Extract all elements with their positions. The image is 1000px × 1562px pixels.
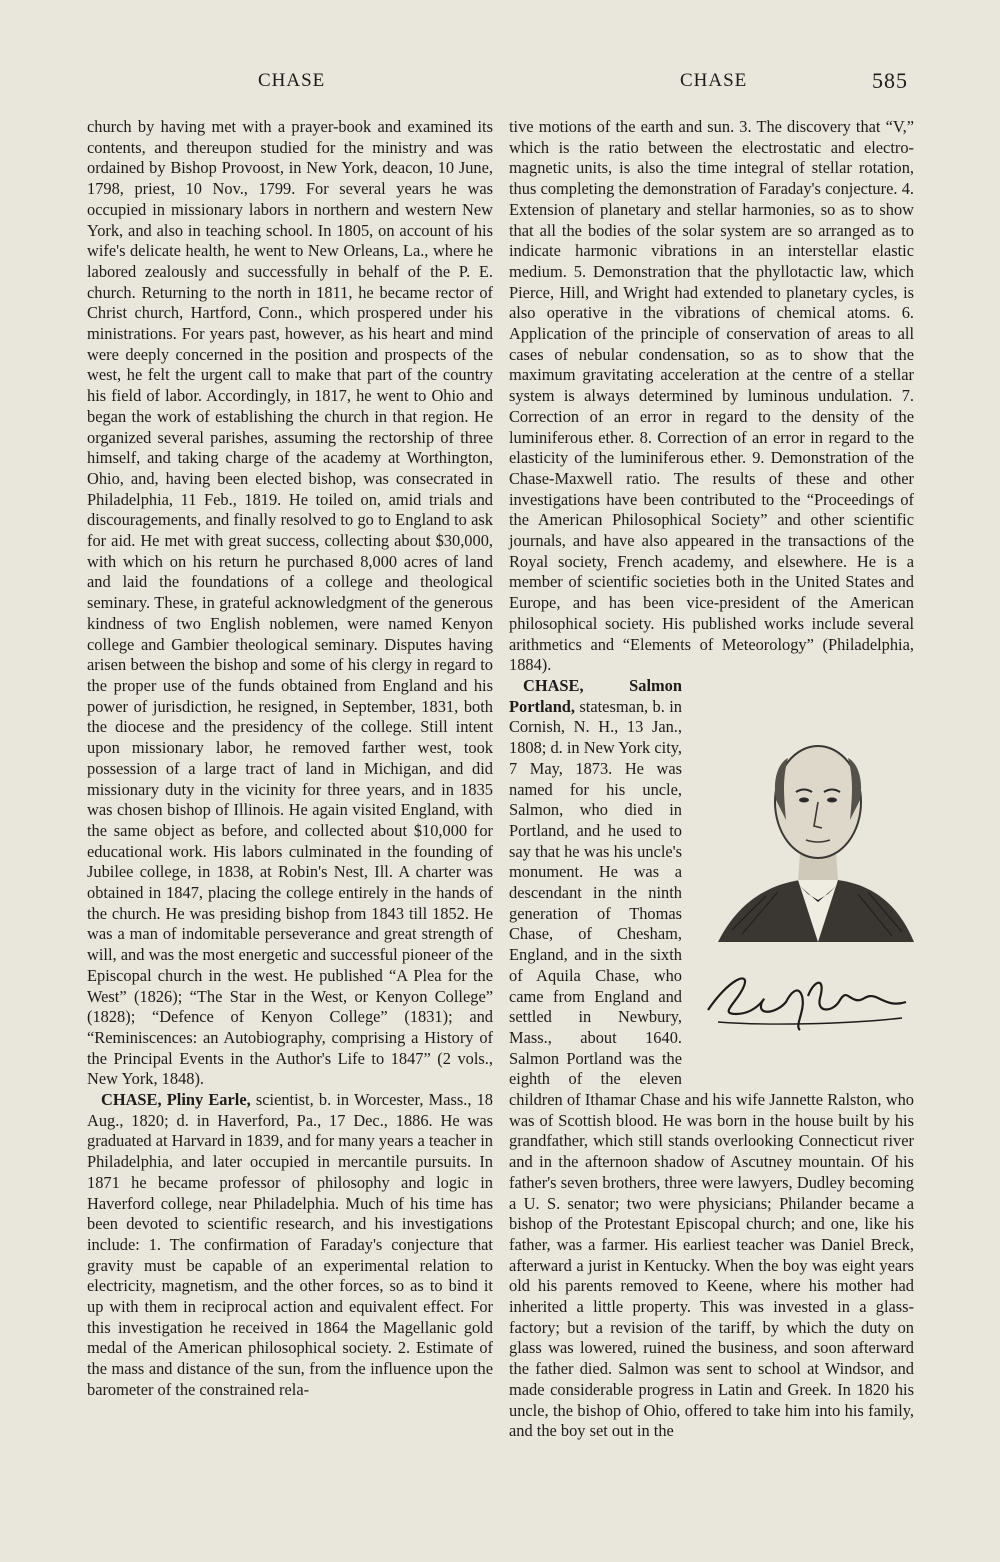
left-running-head: CHASE — [258, 70, 326, 91]
chase-pliny-entry — [87, 1090, 493, 1401]
chase-salmon-text: statesman, b. in Cornish, N. H., 13 Jan., 1808; d. in New York city, 7 May, 1873. He was named for his uncle, Salmon, who died in Portland, and he used to say that he was his uncle's monument. He was a descendant in the ninth generation of Thomas Chase, of Chesham, England, and in the sixth of Aquila Chase, who came from England and settled in Newbury, Mass., about 1640. Salmon Portland was the eighth of the eleven children of Ithamar Chase and his wife Jannette Ralston, who was of Scottish blood. He was born in the house built by his grandfather, which still stands overlooking Connecticut river and in the afternoon shadow of Ascutney mountain. Of his father's seven brothers, three were lawyers, Dudley becoming a U. S. senator; two were physicians; Philander became a bishop of the Protestant Episcopal church; and one, like his father, was a farmer. His earliest teacher was Daniel Breck, afterward a jurist in Kentucky. When the boy was eight years old his parents removed to Keene, where his mother had inherited a little property. This was invested in a glass-factory; but a revision of the tariff, by which the duty on glass was lowered, ruined the business, and soon afterward the father died. Salmon was sent to school at Windsor, and made considerable progress in Latin and Greek. In 1820 his uncle, the bishop of Ohio, offered to take him into his family, and the boy set out in the — [509, 696, 914, 1441]
chase-salmon-headword: CHASE, Salmon Portland, — [509, 675, 682, 716]
right-column — [509, 117, 914, 1442]
chase-salmon-entry — [509, 676, 914, 1442]
signature-image — [708, 978, 906, 1030]
portrait-engraving — [688, 680, 920, 1078]
portrait-figure — [688, 680, 920, 1078]
page-header — [0, 70, 1000, 100]
page-number: 585 — [872, 68, 908, 93]
right-running-head: CHASE — [680, 70, 748, 91]
chase-pliny-text: scientist, b. in Worcester, Mass., 18 Aug., 1820; d. in Haverford, Pa., 17 Dec., 1886. He was graduated at Harvard in 1839, and for many years a teacher in Philadelphia, and later occupied in mercantile pursuits. In 1871 he became professor of philosophy and logic in Haverford college, near Philadelphia. Much of his time has been devoted to scientific research, and his investigations include: 1. The confirmation of Faraday's conjecture that gravity must be capable of an experimental relation to electricity, magnetism, and the other forces, so as to bind it up with them in reciprocal action and equivalent effect. For this investigation he received in 1864 the Magellanic gold medal of the American philosophical society. 2. Estimate of the mass and distance of the sun, from the influence upon the barometer of the constrained rela- — [87, 1090, 494, 1399]
chase-philander-continuation: church by having met with a prayer-book and examined its contents, and thereupon studied for the ministry and was ordained by Bishop Provoost, in New York, deacon, 10 June, 1798, priest, 10 Nov., 1799. For several years he was occupied in missionary labors in northern and western New York, and also in teaching school. In 1805, on account of his wife's delicate health, he went to New Orleans, La., where he labored zealously and successfully in behalf of the P. E. church. Returning to the north in 1811, he became rector of Christ church, Hartford, Conn., which prospered under his ministrations. For years past, however, as his heart and mind were deeply concerned in the position and prospects of the west, he felt the urgent call to make that part of the country his field of labor. Accordingly, in 1817, he went to Ohio and began the work of establishing the church in that region. He organized several parishes, assuming the rectorship of three himself, and taking charge of the academy at Worthington, Ohio, and, having been elected bishop, was consecrated in Philadelphia, 11 Feb., 1819. He toiled on, amid trials and discouragements, and finally resolved to go to England to ask for aid. He met with great success, collecting about $30,000, with which on his return he purchased 8,000 acres of land and laid the foundations of a college and theological seminary. These, in grateful acknowledgment of the generous kindness of two English noblemen, were named Kenyon college and Gambier theological seminary. Disputes having arisen between the bishop and some of his clergy in regard to the proper use of the funds obtained from England and his power of jurisdiction, he resigned, in September, 1831, both the diocese and the presidency of the college. Still intent upon missionary labor, he removed farther west, took possession of a large tract of land in Michigan, and did missionary duty in the vicinity for three years, and in 1835 was chosen bishop of Illinois. He again visited England, with the same object as before, and collected about $10,000 for educational work. His labors culminated in the founding of Jubilee college, in 1838, at Robin's Nest, Ill. A charter was obtained in 1847, placing the college entirely in the hands of the church. He was presiding bishop from 1843 till 1852. He was a man of indomitable perseverance and great strength of will, and was the most energetic and successful pioneer of the Episcopal church in the west. He published “A Plea for the West” (1826); “The Star in the West, or Kenyon College” (1828); “Defence of Kenyon College” (1831); and “Reminiscences: an Autobiography, comprising a History of the Principal Events in the Author's Life to 1847” (2 vols., New York, 1848). — [87, 117, 493, 1089]
left-column — [87, 117, 493, 1401]
chase-pliny-continuation: tive motions of the earth and sun. 3. The discovery that “V,” which is the ratio between the electrostatic and electro-magnetic units, is also the time integral of stellar rotation, thus completing the demonstration of Faraday's conjecture. 4. Extension of planetary and stellar harmonies, so as to show that all the bodies of the solar system are so arranged as to indicate harmonic vibrations in an interstellar elastic medium. 5. Demonstration that the phyllotactic law, which Pierce, Hill, and Wright had extended to planetary cycles, is also operative in the vibrations of chemical atoms. 6. Application of the principle of conservation of areas to all cases of nebular condensation, so as to show that the maximum gravitating acceleration at the centre of a stellar system is always determined by luminous undulation. 7. Correction of an error in regard to the density of the luminiferous ether. 8. Correction of an error in regard to the elasticity of the luminiferous ether. 9. Demonstration of the Chase-Maxwell ratio. The results of these and other investigations have been contributed to the “Proceedings of the American Philosophical Society” and other scientific journals, and have also appeared in the transactions of the Royal society, French academy, and elsewhere. He is a member of scientific societies both in the United States and Europe, and has been vice-president of the American philosophical society. His published works include several arithmetics and “Elements of Meteorology” (Philadelphia, 1884). — [509, 117, 914, 675]
chase-pliny-headword: CHASE, Pliny Earle, — [101, 1090, 251, 1110]
